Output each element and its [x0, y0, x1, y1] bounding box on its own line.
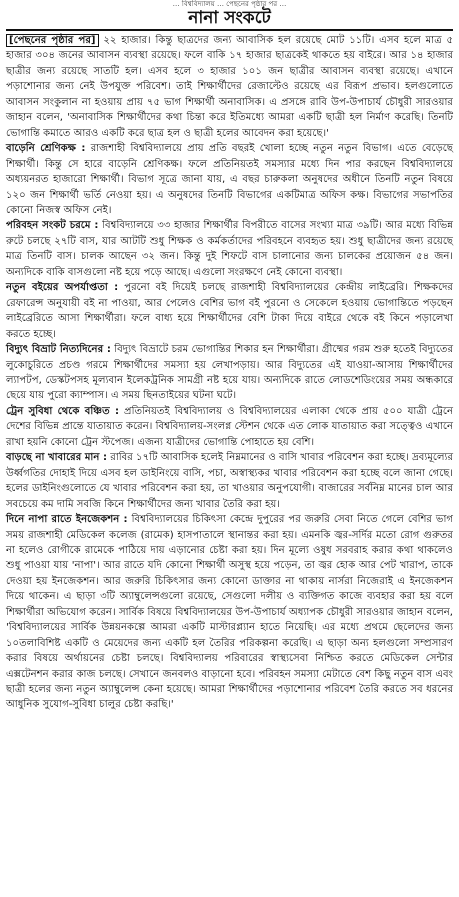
subhead-classrooms: বাড়েনি শ্রেণিকক্ষ : — [6, 143, 86, 155]
paragraph-text: বিশ্ববিদ্যালয়ে ৩৩ হাজার শিক্ষার্থীর বিপরীতে বাসের সংখ্যা মাত্র ৩৯টি। আর মধ্যে বিভিন্ন রুটে চলছে ২৭টি বাস, যার আটটি শুধু শিক্ষক ও কর্মকর্তাদের পরিবহনে ব্যবহৃত হয়। শুধু ছাত্রীদের জন্য রয়েছে মাত্র তিনটি বাস। চালক আছেন ৩২ জন। কিন্তু দুই শিফটে বাস চালানোর জন্য চালকের প্রয়োজন ৫৪ জন। অন্যদিকে বাকি বাসগুলো নষ্ট হয়ে পড়ে আছে। এগুলো সংরক্ষণে নেই কোনো ব্যবস্থা। — [6, 220, 453, 278]
subhead-medical: দিনে নাপা রাতে ইনজেকশন : — [6, 514, 128, 526]
article-body — [6, 33, 453, 713]
subhead-train: ট্রেন সুবিধা থেকে বঞ্চিত : — [6, 405, 120, 417]
subhead-transport: পরিবহন সংকট চরমে : — [6, 220, 99, 232]
headline-divider — [6, 29, 453, 31]
paragraph-electricity — [6, 342, 453, 404]
article-headline: নানা সংকটে — [188, 8, 271, 28]
subhead-food: বাড়ছে না খাবারের মান : — [6, 452, 107, 464]
paragraph-food — [6, 450, 453, 512]
paragraph-continuation — [6, 33, 453, 141]
paragraph-text: রাবির ১৭টি আবাসিক হলেই নিম্নমানের ও বাসি খাবার পরিবেশন করা হচ্ছে। দ্রব্যমূল্যের উর্ধ্বগতির দোহাই দিয়ে এসব হল ডাইনিংয়ে বাসি, পচা, অস্বাস্থ্যকর খাবার পরিবেশন করা হচ্ছে বলে জানা গেছে। হলের ডাইনিংগুলোতে যে খাবার পরিবেশন করা হয়, তা খাওয়ার অনুপযোগী। বাজারের সর্বনিম্ন মানের চাল আর সবচেয়ে কম দামি সবজি কিনে শিক্ষার্থীদের জন্য খাবার তৈরি করা হয়। — [6, 452, 453, 510]
paragraph-medical — [6, 512, 453, 713]
paragraph-train — [6, 404, 453, 450]
paragraph-text: পুরনো বই দিয়েই চলছে রাজশাহী বিশ্ববিদ্যালয়ের কেন্দ্রীয় লাইব্রেরি। শিক্ষকদের রেফারেন্স অনুযায়ী বই না পাওয়া, আর পেলেও বেশির ভাগ বই পুরনো ও সেকেলে হওয়ায় ভোগান্তিতে পড়ছেন লাইব্রেরিতে আসা শিক্ষার্থীরা। ফলে বাধ্য হয়ে শিক্ষার্থীদের বেশি টাকা দিয়ে বাইরে থেকে বই কিনে পড়ালেখা করতে হচ্ছে। — [6, 282, 453, 340]
cropped-top-text: … বিশ্ববিদ্যালয় … পেছনের পৃষ্ঠার পর … — [172, 0, 287, 8]
paragraph-transport — [6, 218, 453, 280]
subhead-electricity: বিদ্যুৎ বিভ্রাট নিত্যদিনের : — [6, 344, 111, 356]
paragraph-text: বিদ্যুৎ বিভ্রাটে চরম ভোগান্তির শিকার হন শিক্ষার্থীরা। গ্রীষ্মের গরম শুরু হতেই বিদ্যুতের লুকোচুরিতে প্রচণ্ড গরমে শিক্ষার্থীদের সমস্যা হয় লেখাপড়ায়। আর বিদ্যুতের এই যাওয়া-আসায় শিক্ষার্থীদের ল্যাপটপ, ডেস্কটপসহ মূল্যবান ইলেকট্রনিক সামগ্রী নষ্ট হয়ে যায়। অন্যদিকে রাতে লোডশেডিংয়ের সময় অন্ধকারে ছেয়ে যায় পুরো ক্যাম্পাস। এ সময় ছিনতাইয়ের ঘটনা ঘটে। — [6, 344, 454, 402]
paragraph-text: ২২ হাজার। কিন্তু ছাত্রদের জন্য আবাসিক হল রয়েছে মোট ১১টি। এসব হলে মাত্র ৫ হাজার ৩০৪ জনের আবাসন ব্যবস্থা রয়েছে। ফলে বাকি ১৭ হাজার ছাত্রকেই থাকতে হয় বাইরে। আর ১৪ হাজার ছাত্রীর জন্য রয়েছে সাতটি হল। এসব হলে ৩ হাজার ১০১ জন ছাত্রীর আবাসন ব্যবস্থা রয়েছে। এখানে পড়াশোনার জন্য নেই উপযুক্ত পরিবেশ। তাই শিক্ষার্থীদের রেজাল্টেও রয়েছে এর বিরূপ প্রভাব। হলগুলোতে আবাসন সংকুলান না হওয়ায় প্রায় ৭৫ ভাগ শিক্ষার্থী অনাবাসিক। এ প্রসঙ্গে রাবি উপ-উপাচার্য চৌধুরী সারওয়ার জাহান বলেন, 'অনাবাসিক শিক্ষার্থীদের কথা চিন্তা করে ইতিমধ্যে আমরা একটি ছাত্রী হল নির্মাণ করেছি। তিনটি ভোগান্তি কমাতে আরও একটি করে ছাত্র হল ও ছাত্রী হলের আবেদন করা হয়েছে।' — [6, 35, 453, 139]
paragraph-classrooms — [6, 141, 453, 218]
paragraph-text: রাজশাহী বিশ্ববিদ্যালয়ে প্রায় প্রতি বছরই খোলা হচ্ছে নতুন নতুন বিভাগ। এতে বেড়েছে শিক্ষার্থী। কিন্তু সে হারে বাড়েনি শ্রেণিকক্ষ। ফলে প্রতিনিয়তই সমস্যার মধ্যে দিন পার করছেন বিশ্ববিদ্যালয়ে অধ্যয়নরত হাজারো শিক্ষার্থী। বিভাগ সূত্রে জানা যায়, এ বছর চারুকলা অনুষদের অধীনে তিনটি নতুন বিষয়ে ১২০ জন শিক্ষার্থী ভর্তি নেওয়া হয়। এ অনুষদের তিনটি বিভাগের একটিমাত্র অফিস কক্ষ। বিভাগের সভাপতির কোনো নিজস্ব অফিস নেই। — [6, 143, 453, 216]
paragraph-text: বিশ্ববিদ্যালয়ের চিকিৎসা কেন্দ্রে দুপুরের পর জরুরি সেবা নিতে গেলে বেশির ভাগ সময় রাজশাহী মেডিকেল কলেজ (রামেক) হাসপাতালে স্থানান্তর করা হয়। এমনকি জ্বর-সর্দির মতো রোগ গুরুতর না হলেও রোগীকে রামেকে পাঠিয়ে দায় এড়ানোর চেষ্টা করা হয়। দিন মূল্যে ওষুধ সরবরাহ করার কথা থাকলেও শুধু পাওয়া যায় 'নাপা'। আর রাতে যদি কোনো শিক্ষার্থী অসুস্থ হয়ে পড়েন, তা জ্বর হোক আর পেট খারাপ, তাকে দেওয়া হয় ইনজেকশন। আর জরুরি চিকিৎসার জন্য কোনো ডাক্তার না থাকায় নার্সরা নিজেরাই এ ইনজেকশন দিয়ে থাকেন। এ ছাড়া ৩টি অ্যাম্বুলেন্সগুলো রয়েছে, সেগুলো দলীয় ও ব্যক্তিগত কাজে ব্যবহার করা হয় বলে শিক্ষার্থীরা অভিযোগ করেন। সার্বিক বিষয়ে বিশ্ববিদ্যালয়ের উপ-উপাচার্য অধ্যাপক চৌধুরী সারওয়ার জাহান বলেন, 'বিশ্ববিদ্যালয়ের সার্বিক উন্নয়নকল্পে আমরা একটি মাস্টারপ্ল্যান হাতে নিয়েছি। এর মধ্যে প্রথমে ছেলেদের জন্য ১০তলাবিশিষ্ট একটি ও মেয়েদের জন্য একটি হল তৈরির পরিকল্পনা করেছি। এ ছাড়া অন্য হলগুলো সম্প্রসারণ করার বিষয়ে অর্থায়নের চেষ্টা চলছে। বিশ্ববিদ্যালয় পরিবারের স্বাস্থ্যসেবা নিশ্চিত করতে মেডিকেল সেন্টার এক্সটেনশন করার কাজ চলছে। সেখানে জনবলও বাড়ানো হবে। পরিবহন সমস্যা মেটাতে বেশ কিছু নতুন বাস এবং ছাত্রী হলের জন্য নতুন অ্যাম্বুলেন্স কেনা হয়েছে। আমরা শিক্ষার্থীদের পড়াশোনার পরিবেশ তৈরি করতে সব ধরনের আধুনিক সুযোগ-সুবিধা চালুর চেষ্টা করছি।' — [6, 514, 453, 711]
subhead-books: নতুন বইয়ের অপর্যাপ্ততা : — [6, 282, 119, 294]
paragraph-books — [6, 280, 453, 342]
continued-marker: [পেছনের পৃষ্ঠার পর] — [6, 34, 99, 47]
paragraph-text: প্রতিনিয়তই বিশ্ববিদ্যালয় ও বিশ্ববিদ্যালয়ের এলাকা থেকে প্রায় ৫০০ যাত্রী ট্রেনে দেশের বিভিন্ন প্রান্তে যাতায়াত করেন। বিশ্ববিদ্যালয়-সংলগ্ন স্টেশন থেকে এত লোক যাতায়াত করা সত্ত্বেও এখানে রাখা হয়নি কোনো ট্রেন স্টপেজ। এজন্য যাত্রীদের ভোগান্তি পোহাতে হয় বেশি। — [6, 405, 453, 448]
